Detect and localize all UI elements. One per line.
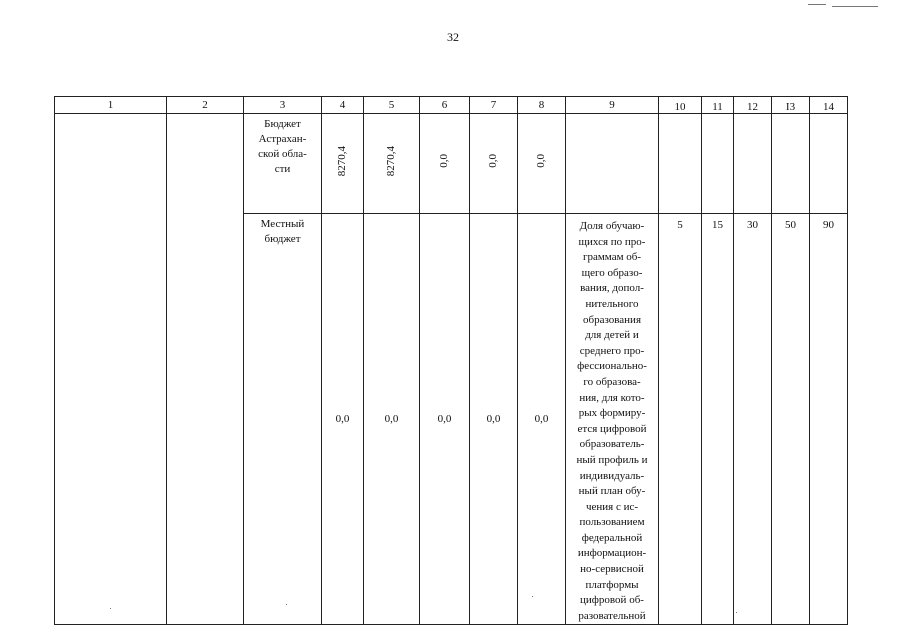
column-header: 2: [167, 97, 244, 114]
funding-source-line: сти: [274, 162, 291, 175]
target-cell: 30: [734, 214, 772, 625]
page-number: 32: [447, 30, 459, 44]
column-header: 12: [734, 97, 772, 114]
funding-source-cell: [244, 114, 322, 214]
value-text: 0,0: [487, 154, 500, 168]
table-row: [55, 114, 848, 214]
indicator-line: фессионально-: [577, 360, 647, 373]
column-header: 14: [810, 97, 848, 114]
indicator-line: чения с ис-: [585, 500, 639, 513]
column-header: 11: [702, 97, 734, 114]
target-cell: 15: [702, 214, 734, 625]
indicator-line: ный профиль и: [576, 453, 648, 466]
indicator-line: вания, допол-: [580, 282, 644, 295]
value-cell: 0,0: [470, 214, 518, 625]
indicator-line: информацион-: [577, 547, 647, 560]
header-row: [55, 97, 848, 114]
funding-source-line: ской обла-: [258, 147, 307, 160]
target-cell: [734, 114, 772, 214]
indicator-line: го образова-: [583, 375, 641, 388]
target-cell: 50: [772, 214, 810, 625]
column-header: 10: [659, 97, 702, 114]
funding-source-line: Астрахан-: [258, 132, 307, 145]
indicator-line: образования: [582, 313, 642, 326]
value-text: 8270,4: [385, 145, 398, 177]
value-cell: [518, 114, 566, 214]
value-text: 0,0: [438, 154, 451, 168]
indicator-line: нительного: [585, 297, 639, 310]
indicator-line: платформы: [585, 578, 639, 591]
funding-source-cell: [244, 214, 322, 625]
value-cell: 0,0: [518, 214, 566, 625]
column-header: 6: [420, 97, 470, 114]
indicator-line: но-сервисной: [580, 563, 644, 576]
column-header: 8: [518, 97, 566, 114]
indicator-line: индивидуаль-: [579, 469, 645, 482]
value-text: 0,0: [535, 154, 548, 168]
indicator-line: рых формиру-: [578, 407, 646, 420]
data-table: [54, 96, 848, 625]
value-cell: [364, 114, 420, 214]
funding-source-line: Местный: [260, 218, 305, 230]
indicator-line: щего образо-: [581, 266, 643, 279]
column-header: 3: [244, 97, 322, 114]
column-header: 4: [322, 97, 364, 114]
value-cell: [470, 114, 518, 214]
value-cell: 0,0: [322, 214, 364, 625]
indicator-line: щихся по про-: [578, 235, 646, 248]
value-cell: 0,0: [364, 214, 420, 625]
column-header: 9: [566, 97, 659, 114]
target-cell: [702, 114, 734, 214]
indicator-line: ния, для кото-: [579, 391, 645, 404]
column-header: 1: [55, 97, 167, 114]
target-cell: [772, 114, 810, 214]
target-cell: 90: [810, 214, 848, 625]
value-text: 8270,4: [336, 145, 349, 177]
indicator-cell: [566, 214, 659, 625]
indicator-line: граммам об-: [582, 251, 642, 264]
value-cell: [420, 114, 470, 214]
value-cell: [322, 114, 364, 214]
indicator-line: пользованием: [579, 516, 645, 529]
scan-artifact: [808, 4, 826, 5]
column-header: 5: [364, 97, 420, 114]
value-cell: 0,0: [420, 214, 470, 625]
indicator-line: цифровой об-: [580, 594, 644, 607]
column-header: I3: [772, 97, 810, 114]
funding-source-line: Бюджет: [264, 118, 301, 130]
column-header: 7: [470, 97, 518, 114]
target-cell: 5: [659, 214, 702, 625]
indicator-cell: [566, 114, 659, 214]
target-cell: [810, 114, 848, 214]
indicator-line: образователь-: [579, 438, 645, 451]
target-cell: [659, 114, 702, 214]
indicator-line: ется цифровой: [577, 422, 647, 435]
empty-cell: [167, 114, 244, 625]
indicator-line: федеральной: [581, 531, 643, 544]
indicator-line: разовательной: [578, 609, 646, 622]
indicator-line: среднего про-: [579, 344, 645, 357]
empty-cell: [55, 114, 167, 625]
indicator-line: Доля обучаю-: [579, 220, 645, 232]
indicator-line: ный план обу-: [578, 485, 646, 498]
funding-source-line: бюджет: [264, 232, 301, 245]
indicator-line: для детей и: [585, 329, 639, 342]
scan-artifact: [832, 6, 878, 7]
